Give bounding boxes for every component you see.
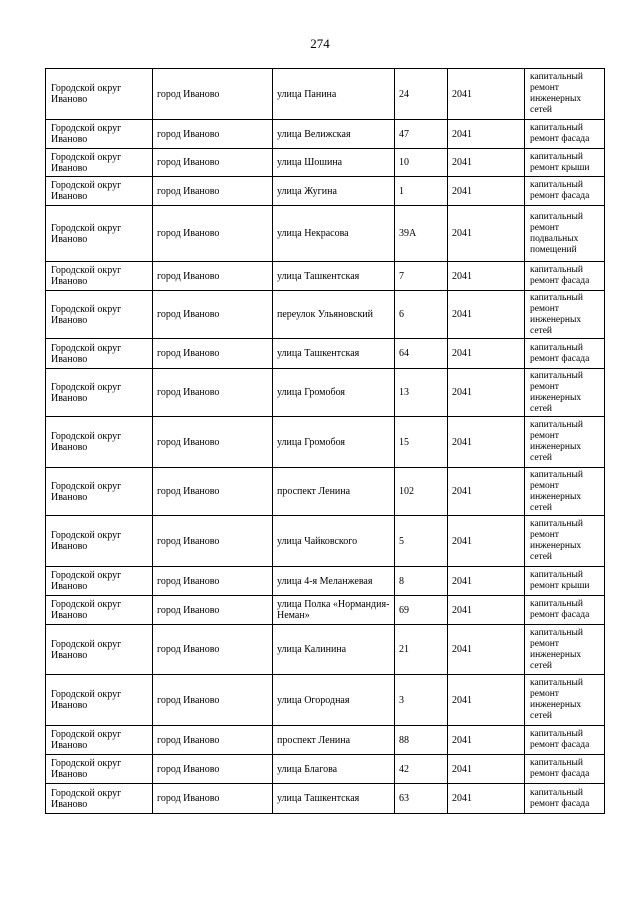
- cell-work-type: капитальный ремонт фасада: [525, 177, 605, 206]
- cell-street: улица Ташкентская: [273, 784, 395, 814]
- cell-street: проспект Ленина: [273, 726, 395, 755]
- cell-settlement: город Иваново: [153, 149, 273, 177]
- cell-year: 2041: [448, 625, 525, 675]
- cell-work-type: капитальный ремонт крыши: [525, 149, 605, 177]
- cell-house-number: 24: [395, 69, 448, 120]
- cell-year: 2041: [448, 339, 525, 369]
- cell-street: улица Велижская: [273, 120, 395, 149]
- cell-year: 2041: [448, 149, 525, 177]
- cell-municipality: Городской округ Иваново: [46, 149, 153, 177]
- cell-year: 2041: [448, 596, 525, 625]
- cell-street: проспект Ленина: [273, 468, 395, 516]
- cell-year: 2041: [448, 69, 525, 120]
- cell-house-number: 88: [395, 726, 448, 755]
- cell-work-type: капитальный ремонт инженерных сетей: [525, 468, 605, 516]
- cell-year: 2041: [448, 262, 525, 291]
- cell-house-number: 10: [395, 149, 448, 177]
- cell-street: улица Громобоя: [273, 417, 395, 468]
- cell-municipality: Городской округ Иваново: [46, 596, 153, 625]
- table-row: [46, 69, 605, 120]
- cell-year: 2041: [448, 755, 525, 784]
- cell-street: улица Калинина: [273, 625, 395, 675]
- cell-street: улица Шошина: [273, 149, 395, 177]
- cell-house-number: 15: [395, 417, 448, 468]
- cell-street: улица Жугина: [273, 177, 395, 206]
- cell-year: 2041: [448, 784, 525, 814]
- cell-work-type: капитальный ремонт инженерных сетей: [525, 369, 605, 417]
- cell-year: 2041: [448, 369, 525, 417]
- table-body: [46, 69, 605, 814]
- cell-work-type: капитальный ремонт инженерных сетей: [525, 675, 605, 726]
- cell-street: улица Ташкентская: [273, 339, 395, 369]
- cell-work-type: капитальный ремонт фасада: [525, 262, 605, 291]
- cell-settlement: город Иваново: [153, 177, 273, 206]
- cell-municipality: Городской округ Иваново: [46, 417, 153, 468]
- cell-year: 2041: [448, 120, 525, 149]
- table-row: [46, 149, 605, 177]
- cell-municipality: Городской округ Иваново: [46, 69, 153, 120]
- cell-street: улица Полка «Нормандия-Неман»: [273, 596, 395, 625]
- cell-municipality: Городской округ Иваново: [46, 291, 153, 339]
- table-row: [46, 755, 605, 784]
- cell-street: улица Благова: [273, 755, 395, 784]
- cell-municipality: Городской округ Иваново: [46, 625, 153, 675]
- cell-year: 2041: [448, 468, 525, 516]
- table-row: [46, 417, 605, 468]
- cell-house-number: 13: [395, 369, 448, 417]
- cell-year: 2041: [448, 516, 525, 567]
- cell-street: улица Громобоя: [273, 369, 395, 417]
- table-row: [46, 567, 605, 596]
- cell-street: переулок Ульяновский: [273, 291, 395, 339]
- cell-street: улица Огородная: [273, 675, 395, 726]
- cell-settlement: город Иваново: [153, 726, 273, 755]
- cell-street: улица Некрасова: [273, 206, 395, 262]
- cell-work-type: капитальный ремонт подвальных помещений: [525, 206, 605, 262]
- cell-settlement: город Иваново: [153, 369, 273, 417]
- table-row: [46, 339, 605, 369]
- cell-street: улица Чайковского: [273, 516, 395, 567]
- table-row: [46, 291, 605, 339]
- table-row: [46, 120, 605, 149]
- cell-work-type: капитальный ремонт инженерных сетей: [525, 69, 605, 120]
- cell-street: улица Ташкентская: [273, 262, 395, 291]
- cell-work-type: капитальный ремонт инженерных сетей: [525, 291, 605, 339]
- cell-house-number: 69: [395, 596, 448, 625]
- cell-house-number: 39А: [395, 206, 448, 262]
- cell-house-number: 42: [395, 755, 448, 784]
- cell-municipality: Городской округ Иваново: [46, 675, 153, 726]
- cell-municipality: Городской округ Иваново: [46, 468, 153, 516]
- cell-settlement: город Иваново: [153, 625, 273, 675]
- cell-settlement: город Иваново: [153, 120, 273, 149]
- cell-settlement: город Иваново: [153, 291, 273, 339]
- cell-settlement: город Иваново: [153, 468, 273, 516]
- cell-settlement: город Иваново: [153, 596, 273, 625]
- table-row: [46, 369, 605, 417]
- table-row: [46, 516, 605, 567]
- table-row: [46, 262, 605, 291]
- cell-work-type: капитальный ремонт фасада: [525, 120, 605, 149]
- table-row: [46, 596, 605, 625]
- table-row: [46, 177, 605, 206]
- cell-year: 2041: [448, 675, 525, 726]
- cell-house-number: 21: [395, 625, 448, 675]
- cell-house-number: 5: [395, 516, 448, 567]
- cell-municipality: Городской округ Иваново: [46, 726, 153, 755]
- cell-street: улица Панина: [273, 69, 395, 120]
- cell-settlement: город Иваново: [153, 675, 273, 726]
- page-number: 274: [310, 36, 330, 51]
- cell-house-number: 47: [395, 120, 448, 149]
- cell-house-number: 8: [395, 567, 448, 596]
- table-row: [46, 726, 605, 755]
- cell-house-number: 102: [395, 468, 448, 516]
- cell-settlement: город Иваново: [153, 784, 273, 814]
- cell-municipality: Городской округ Иваново: [46, 567, 153, 596]
- cell-municipality: Городской округ Иваново: [46, 206, 153, 262]
- cell-settlement: город Иваново: [153, 417, 273, 468]
- cell-settlement: город Иваново: [153, 206, 273, 262]
- cell-work-type: капитальный ремонт инженерных сетей: [525, 417, 605, 468]
- table-row: [46, 784, 605, 814]
- cell-settlement: город Иваново: [153, 69, 273, 120]
- cell-work-type: капитальный ремонт фасада: [525, 726, 605, 755]
- cell-house-number: 64: [395, 339, 448, 369]
- cell-municipality: Городской округ Иваново: [46, 516, 153, 567]
- cell-municipality: Городской округ Иваново: [46, 262, 153, 291]
- cell-house-number: 3: [395, 675, 448, 726]
- table-row: [46, 675, 605, 726]
- cell-year: 2041: [448, 291, 525, 339]
- cell-municipality: Городской округ Иваново: [46, 784, 153, 814]
- cell-year: 2041: [448, 417, 525, 468]
- cell-street: улица 4-я Меланжевая: [273, 567, 395, 596]
- table-row: [46, 468, 605, 516]
- table-row: [46, 625, 605, 675]
- cell-settlement: город Иваново: [153, 755, 273, 784]
- cell-municipality: Городской округ Иваново: [46, 177, 153, 206]
- cell-year: 2041: [448, 567, 525, 596]
- cell-municipality: Городской округ Иваново: [46, 120, 153, 149]
- cell-work-type: капитальный ремонт инженерных сетей: [525, 625, 605, 675]
- cell-house-number: 6: [395, 291, 448, 339]
- cell-settlement: город Иваново: [153, 262, 273, 291]
- table-row: [46, 206, 605, 262]
- cell-municipality: Городской округ Иваново: [46, 339, 153, 369]
- cell-year: 2041: [448, 177, 525, 206]
- cell-house-number: 63: [395, 784, 448, 814]
- cell-work-type: капитальный ремонт фасада: [525, 596, 605, 625]
- cell-municipality: Городской округ Иваново: [46, 369, 153, 417]
- cell-settlement: город Иваново: [153, 339, 273, 369]
- cell-year: 2041: [448, 206, 525, 262]
- cell-settlement: город Иваново: [153, 516, 273, 567]
- cell-work-type: капитальный ремонт фасада: [525, 784, 605, 814]
- cell-house-number: 7: [395, 262, 448, 291]
- cell-settlement: город Иваново: [153, 567, 273, 596]
- repair-schedule-table: [45, 68, 605, 814]
- cell-work-type: капитальный ремонт инженерных сетей: [525, 516, 605, 567]
- cell-municipality: Городской округ Иваново: [46, 755, 153, 784]
- cell-work-type: капитальный ремонт фасада: [525, 339, 605, 369]
- cell-house-number: 1: [395, 177, 448, 206]
- cell-work-type: капитальный ремонт крыши: [525, 567, 605, 596]
- cell-year: 2041: [448, 726, 525, 755]
- cell-work-type: капитальный ремонт фасада: [525, 755, 605, 784]
